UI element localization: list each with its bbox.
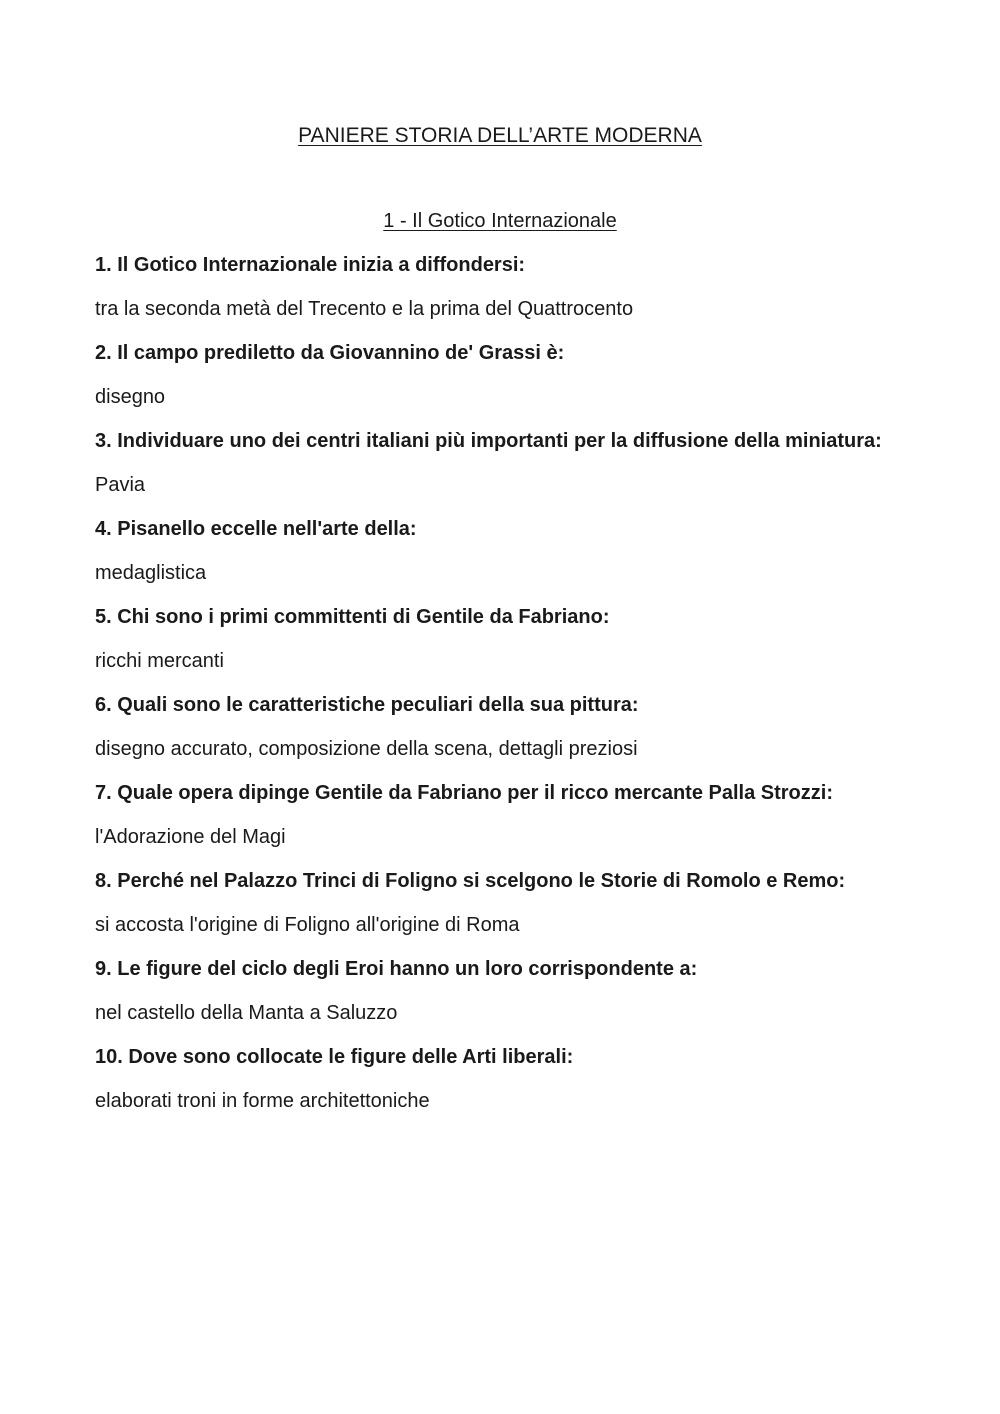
qa-item: [95, 250, 885, 325]
qa-list: [95, 250, 885, 1130]
answer-text: nel castello della Manta a Saluzzo: [95, 1002, 398, 1024]
question-text: 1. Il Gotico Internazionale inizia a diffondersi:: [95, 254, 526, 276]
answer-text: medaglistica: [95, 562, 207, 584]
qa-item: [95, 1042, 885, 1117]
question-text: 7. Quale opera dipinge Gentile da Fabriano per il ricco mercante Palla Strozzi:: [95, 782, 833, 804]
answer-text: tra la seconda metà del Trecento e la prima del Quattrocento: [95, 298, 634, 320]
answer-text: Pavia: [95, 474, 146, 496]
answer-text: ricchi mercanti: [95, 650, 224, 672]
question-text: 10. Dove sono collocate le figure delle Arti liberali:: [95, 1046, 574, 1068]
section-title: 1 - Il Gotico Internazionale: [383, 210, 617, 232]
answer-text: disegno accurato, composizione della scena, dettagli preziosi: [95, 738, 638, 760]
answer-text: l'Adorazione del Magi: [95, 826, 286, 848]
question-text: 3. Individuare uno dei centri italiani più importanti per la diffusione della miniatura:: [95, 430, 882, 452]
qa-item: [95, 954, 885, 1029]
answer-text: disegno: [95, 386, 166, 408]
qa-item: [95, 602, 885, 677]
document-title: PANIERE STORIA DELL’ARTE MODERNA: [298, 124, 702, 147]
question-text: 8. Perché nel Palazzo Trinci di Foligno si scelgono le Storie di Romolo e Remo:: [95, 870, 846, 892]
qa-item: [95, 866, 885, 941]
answer-text: si accosta l'origine di Foligno all'origine di Roma: [95, 914, 520, 936]
question-text: 2. Il campo prediletto da Giovannino de' Grassi è:: [95, 342, 565, 364]
qa-item: [95, 338, 885, 413]
answer-text: elaborati troni in forme architettoniche: [95, 1090, 430, 1112]
qa-item: [95, 426, 885, 501]
question-text: 6. Quali sono le caratteristiche peculiari della sua pittura:: [95, 694, 639, 716]
qa-item: [95, 690, 885, 765]
question-text: 5. Chi sono i primi committenti di Gentile da Fabriano:: [95, 606, 610, 628]
question-text: 9. Le figure del ciclo degli Eroi hanno un loro corrispondente a:: [95, 958, 698, 980]
question-text: 4. Pisanello eccelle nell'arte della:: [95, 518, 417, 540]
qa-item: [95, 514, 885, 589]
qa-item: [95, 778, 885, 853]
